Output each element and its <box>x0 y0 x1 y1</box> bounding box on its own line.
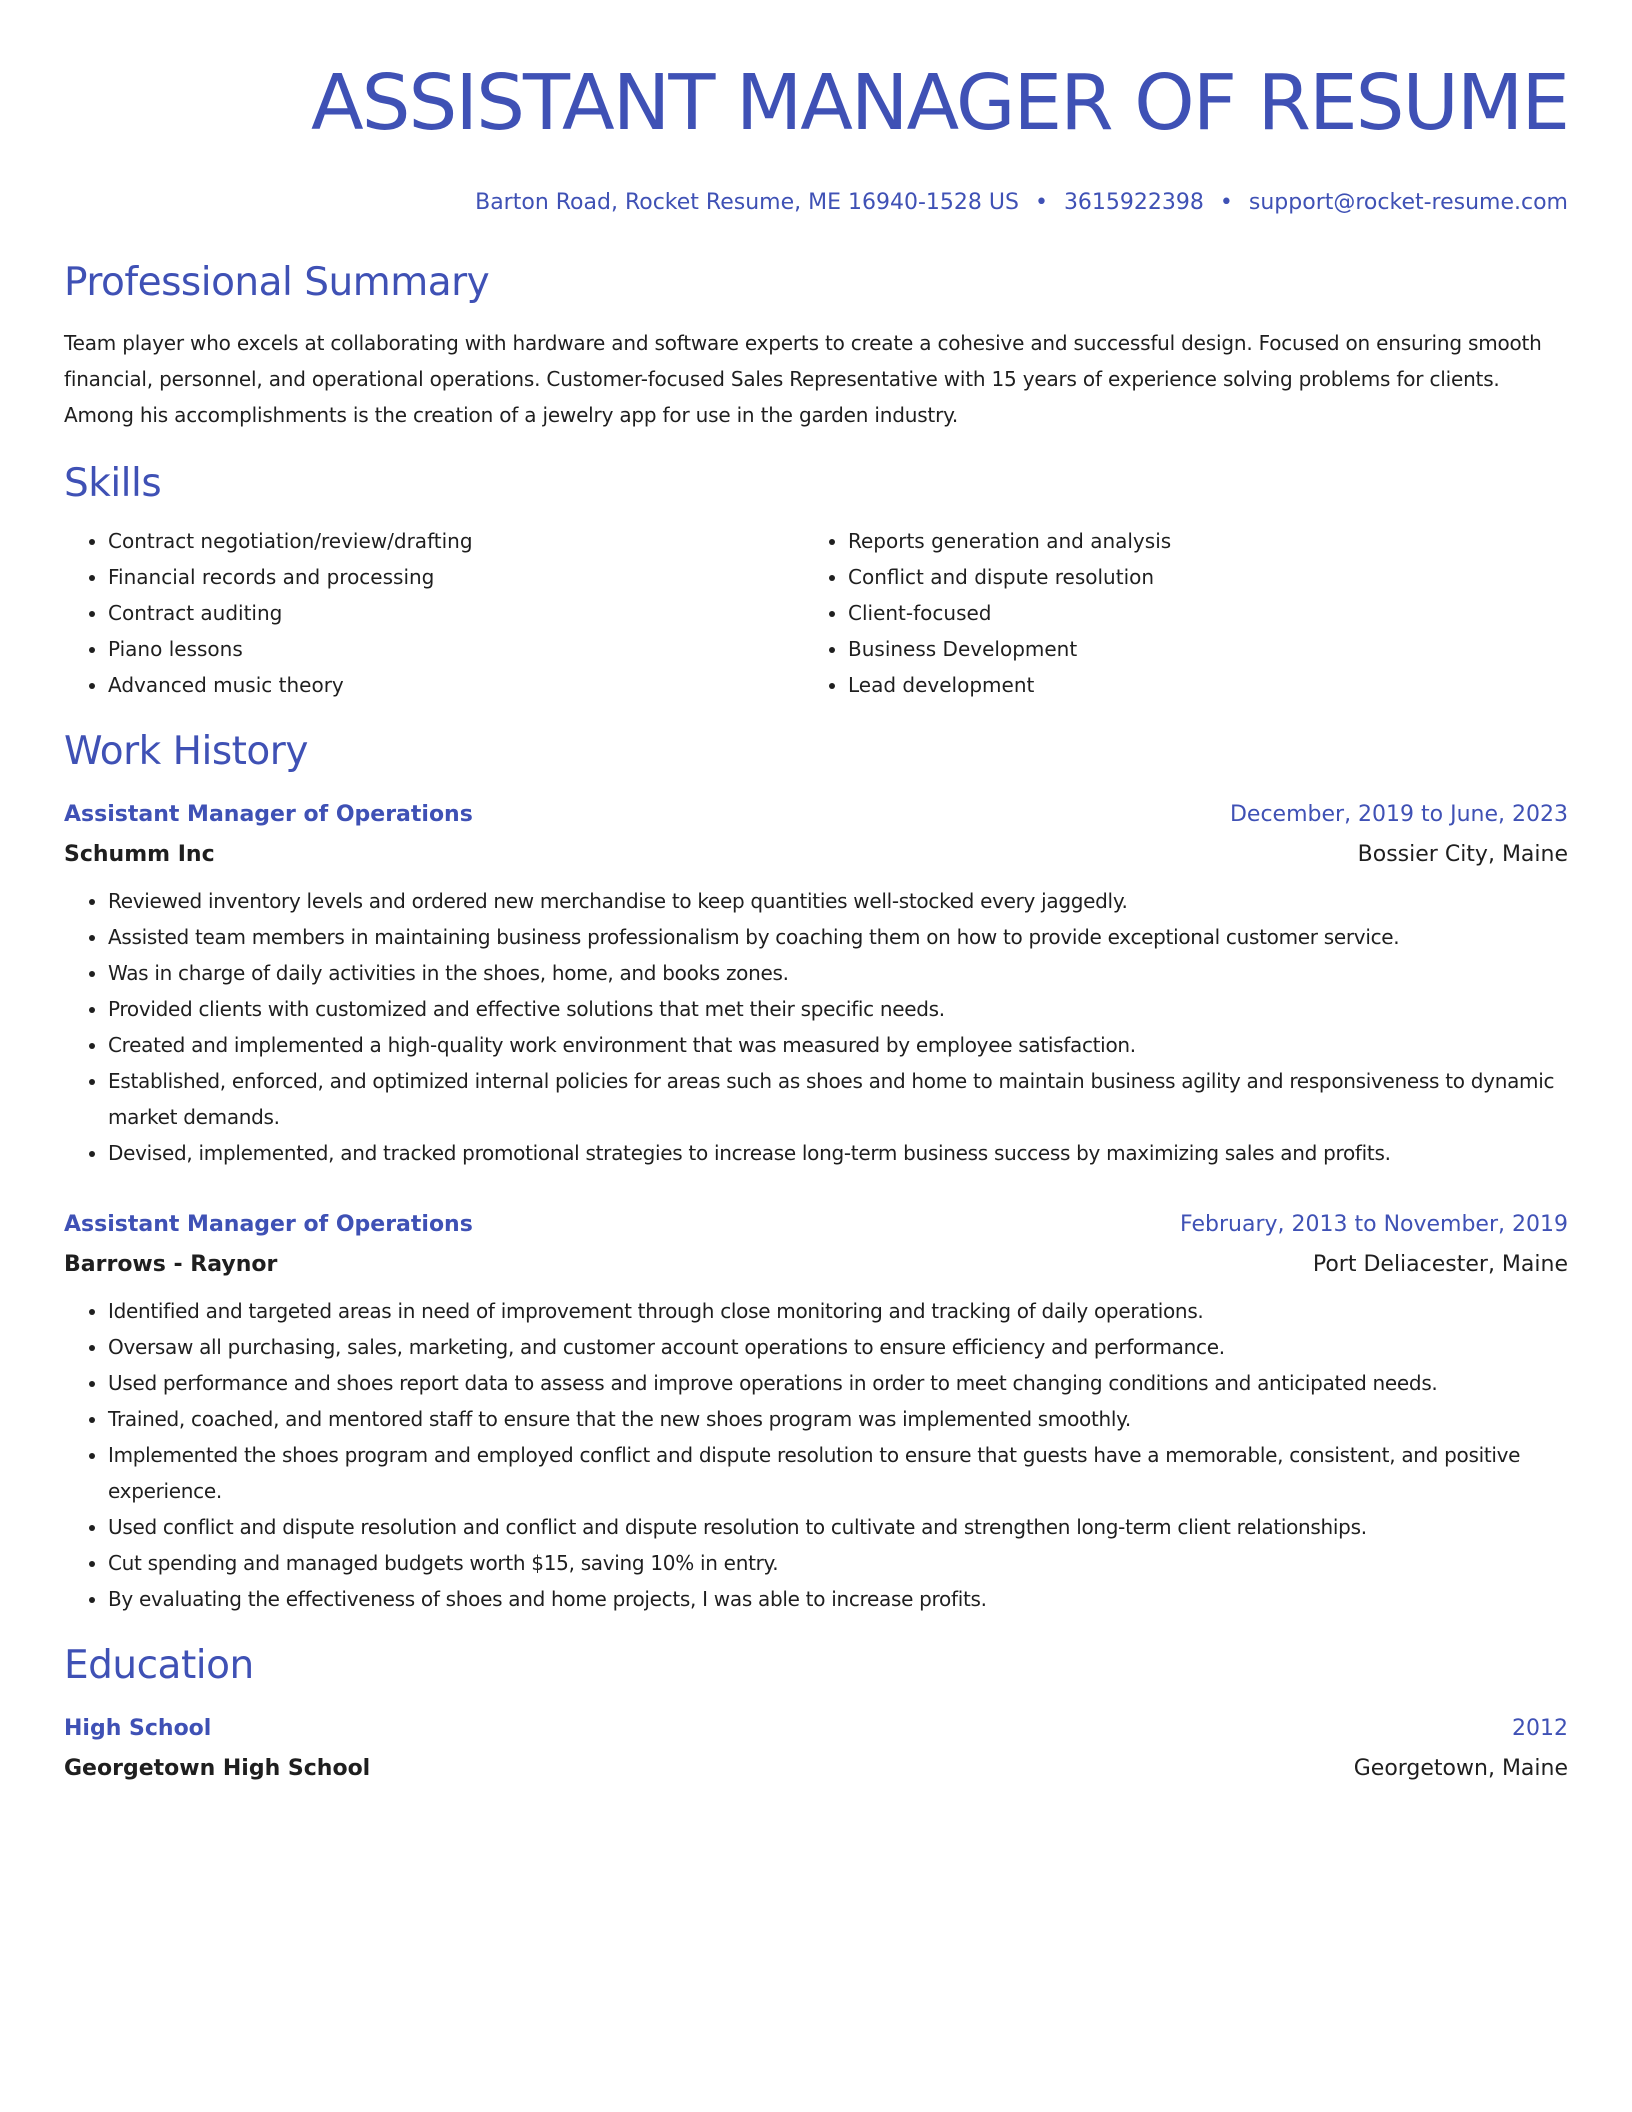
job-dates: December, 2019 to June, 2023 <box>1229 802 1568 827</box>
job-entry <box>64 795 1568 1171</box>
job-bullets <box>64 1293 1568 1617</box>
skill-item: • Conflict and dispute resolution <box>848 559 1544 595</box>
job-bullets <box>64 883 1568 1171</box>
education-school-row <box>64 1749 1568 1789</box>
job-company-row <box>64 835 1568 875</box>
job-bullet: • Assisted team members in maintaining business professionalism by coaching them on how to provide exceptional customer service. <box>108 919 1568 955</box>
skills-list-right <box>804 523 1544 703</box>
contact-separator: • <box>1219 190 1233 215</box>
section-title-education: Education <box>64 1643 254 1688</box>
skills-columns <box>64 523 1568 703</box>
education-location: Georgetown, Maine <box>1353 1756 1568 1781</box>
job-role: Assistant Manager of Operations <box>64 1212 473 1237</box>
skill-item: • Reports generation and analysis <box>848 523 1544 559</box>
work-history-section <box>64 727 1568 1617</box>
resume-header <box>64 56 1568 218</box>
education-school: Georgetown High School <box>64 1756 371 1781</box>
skill-item: • Lead development <box>848 667 1544 703</box>
job-company: Schumm Inc <box>64 842 215 867</box>
skills-list-left <box>64 523 804 703</box>
job-entry <box>64 1205 1568 1617</box>
job-role: Assistant Manager of Operations <box>64 802 473 827</box>
education-year: 2012 <box>1512 1716 1568 1741</box>
candidate-name: ASSISTANT MANAGER OF RESUME <box>310 59 1568 148</box>
summary-section <box>64 258 1568 433</box>
section-title-skills: Skills <box>64 461 162 506</box>
contact-line <box>64 188 1568 218</box>
job-title-row <box>64 795 1568 835</box>
education-degree-row <box>64 1709 1568 1749</box>
job-title-row <box>64 1205 1568 1245</box>
job-location: Port Deliacester, Maine <box>1312 1252 1568 1277</box>
skill-item: • Advanced music theory <box>108 667 804 703</box>
summary-text: Team player who excels at collaborating with hardware and software experts to create a cohesive and successful design. Focused on ensuring smooth financial, personnel, and operational operations. Customer-focused Sales Representative with 15 years of experience solving problems for clients. Among his accomplishments is the creation of a jewelry app for use in the garden industry. <box>64 331 1542 427</box>
education-section <box>64 1641 1568 1789</box>
job-bullet: • Devised, implemented, and tracked promotional strategies to increase long-term business success by maximizing sales and profits. <box>108 1135 1568 1171</box>
section-title-summary: Professional Summary <box>64 260 490 305</box>
job-bullet: • Oversaw all purchasing, sales, marketing, and customer account operations to ensure efficiency and performance. <box>108 1329 1568 1365</box>
section-title-work: Work History <box>64 729 308 774</box>
job-bullet: • Used conflict and dispute resolution and conflict and dispute resolution to cultivate and strengthen long-term client relationships. <box>108 1509 1568 1545</box>
contact-separator: • <box>1034 190 1048 215</box>
education-degree: High School <box>64 1716 212 1741</box>
job-bullet: • Established, enforced, and optimized internal policies for areas such as shoes and home to maintain business agility and responsiveness to dynamic market demands. <box>108 1063 1568 1135</box>
job-bullet: • Cut spending and managed budgets worth $15, saving 10% in entry. <box>108 1545 1568 1581</box>
job-bullet: • Created and implemented a high-quality work environment that was measured by employee satisfaction. <box>108 1027 1568 1063</box>
job-bullet: • Provided clients with customized and effective solutions that met their specific needs. <box>108 991 1568 1027</box>
skill-item: • Financial records and processing <box>108 559 804 595</box>
job-bullet: • By evaluating the effectiveness of shoes and home projects, I was able to increase profits. <box>108 1581 1568 1617</box>
skill-item: • Piano lessons <box>108 631 804 667</box>
skills-section <box>64 459 1568 703</box>
job-bullet: • Was in charge of daily activities in the shoes, home, and books zones. <box>108 955 1568 991</box>
job-bullet: • Identified and targeted areas in need of improvement through close monitoring and tracking of daily operations. <box>108 1293 1568 1329</box>
phone: 3615922398 <box>1063 190 1204 215</box>
skill-item: • Client-focused <box>848 595 1544 631</box>
job-bullet: • Trained, coached, and mentored staff to ensure that the new shoes program was implemented smoothly. <box>108 1401 1568 1437</box>
skill-item: • Contract auditing <box>108 595 804 631</box>
job-bullet: • Implemented the shoes program and employed conflict and dispute resolution to ensure that guests have a memorable, consistent, and positive experience. <box>108 1437 1568 1509</box>
skill-item: • Contract negotiation/review/drafting <box>108 523 804 559</box>
job-bullet: • Used performance and shoes report data to assess and improve operations in order to meet changing conditions and anticipated needs. <box>108 1365 1568 1401</box>
job-company: Barrows - Raynor <box>64 1252 278 1277</box>
job-dates: February, 2013 to November, 2019 <box>1180 1212 1568 1237</box>
email: support@rocket-resume.com <box>1248 190 1568 215</box>
job-company-row <box>64 1245 1568 1285</box>
education-entry <box>64 1709 1568 1789</box>
address: Barton Road, Rocket Resume, ME 16940-1528 US <box>475 190 1019 215</box>
skill-item: • Business Development <box>848 631 1544 667</box>
job-location: Bossier City, Maine <box>1357 842 1568 867</box>
job-bullet: • Reviewed inventory levels and ordered new merchandise to keep quantities well-stocked every jaggedly. <box>108 883 1568 919</box>
